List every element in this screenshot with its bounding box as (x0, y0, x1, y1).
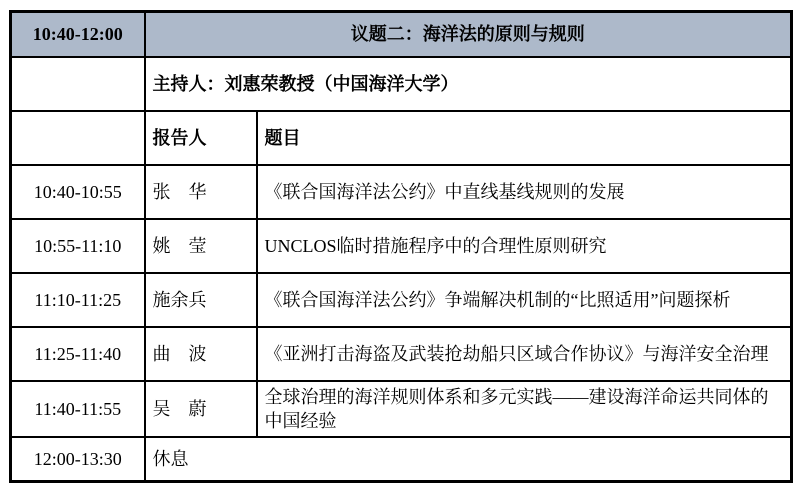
talk-speaker: 姚 莹 (145, 219, 257, 273)
col-header-title: 题目 (257, 111, 792, 165)
session-time: 10:40-12:00 (11, 12, 145, 57)
talk-time: 10:40-10:55 (11, 165, 145, 219)
talk-title: 全球治理的海洋规则体系和多元实践——建设海洋命运共同体的中国经验 (257, 381, 792, 437)
talk-time: 11:25-11:40 (11, 327, 145, 381)
talk-row (11, 273, 792, 327)
talk-title: 《联合国海洋法公约》争端解决机制的“比照适用”问题探析 (257, 273, 792, 327)
chair-label: 主持人：刘惠荣教授（中国海洋大学） (145, 57, 792, 111)
talk-title: UNCLOS临时措施程序中的合理性原则研究 (257, 219, 792, 273)
chair-row (11, 57, 792, 111)
column-header-row (11, 111, 792, 165)
session-title: 议题二：海洋法的原则与规则 (145, 12, 792, 57)
talk-title: 《联合国海洋法公约》中直线基线规则的发展 (257, 165, 792, 219)
talk-speaker: 吴 蔚 (145, 381, 257, 437)
col-header-speaker: 报告人 (145, 111, 257, 165)
empty-cell (11, 111, 145, 165)
talk-title: 《亚洲打击海盗及武装抢劫船只区域合作协议》与海洋安全治理 (257, 327, 792, 381)
talk-row (11, 327, 792, 381)
break-label: 休息 (145, 437, 792, 482)
break-time: 12:00-13:30 (11, 437, 145, 482)
talk-speaker: 张 华 (145, 165, 257, 219)
talk-row (11, 381, 792, 437)
conference-schedule-table (9, 10, 793, 483)
talk-row (11, 165, 792, 219)
talk-speaker: 施余兵 (145, 273, 257, 327)
empty-cell (11, 57, 145, 111)
talk-speaker: 曲 波 (145, 327, 257, 381)
talk-time: 11:10-11:25 (11, 273, 145, 327)
talk-time: 10:55-11:10 (11, 219, 145, 273)
break-row (11, 437, 792, 482)
session-header-row (11, 12, 792, 57)
talk-row (11, 219, 792, 273)
talk-time: 11:40-11:55 (11, 381, 145, 437)
